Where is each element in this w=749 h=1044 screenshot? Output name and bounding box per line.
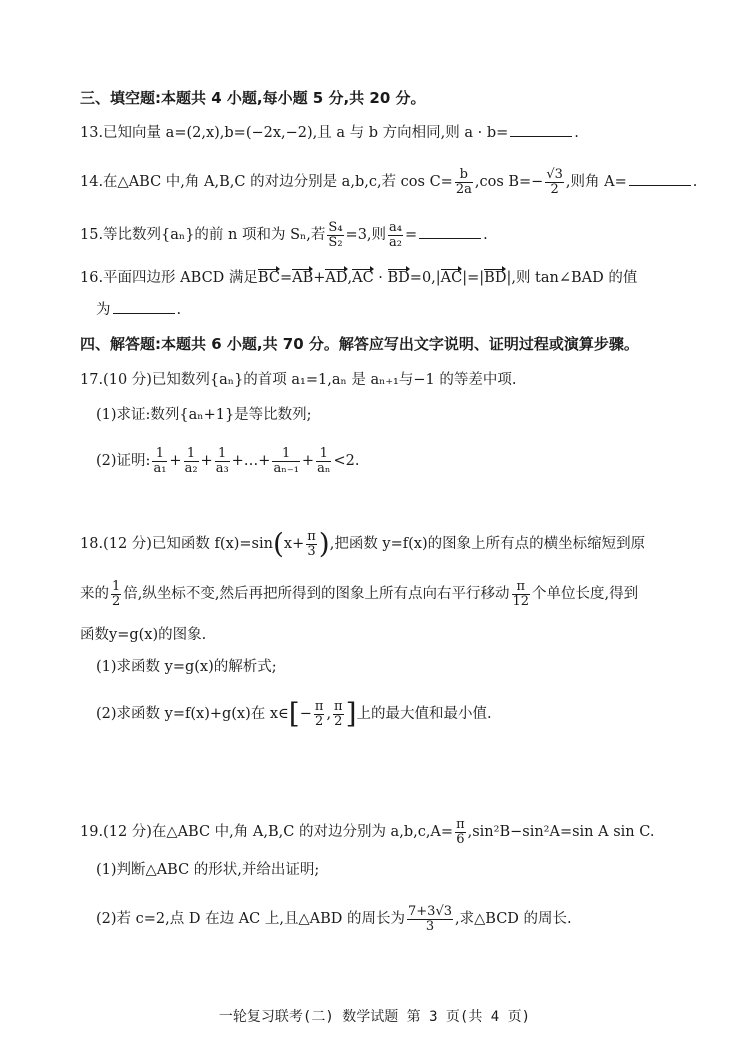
q17-p2-post: <2. — [333, 453, 360, 470]
q18-l2-num: 1 — [112, 579, 121, 594]
q17-f4 — [272, 447, 299, 475]
q18-l2-frac2 — [512, 580, 531, 608]
q18-lbracket: [ — [288, 697, 300, 731]
vec-ab: AB — [292, 270, 314, 286]
q19-den: 6 — [456, 831, 465, 847]
q15-frac1 — [327, 221, 343, 249]
q16-eq0: =0,| — [409, 270, 441, 286]
vec-bd-2: BD — [484, 270, 507, 286]
vec-bc: BC — [257, 270, 280, 286]
q15: 15.等比数列{aₙ}的前 n 项和为 Sₙ,若 $\frac{\text{S₄}}{\text{S₂}}$ =3,则 $\frac{\text{a₄}}{\text{a₂}}$ = . — [80, 220, 488, 250]
q18-p2-bn: π — [334, 699, 343, 714]
q17-f4n: 1 — [272, 447, 299, 462]
q15-blank[interactable] — [419, 225, 481, 239]
q16-plus: + — [313, 270, 326, 286]
q18-rparen: ) — [318, 527, 330, 561]
q15-den2: a₂ — [389, 234, 402, 250]
q16-eq: = — [279, 270, 293, 286]
q19-p2-num: 7+3√3 — [408, 904, 453, 919]
q14-den: 2a — [455, 181, 472, 197]
q16-post: |,则 tan∠BAD 的值 — [506, 270, 638, 286]
q19-p2-den: 3 — [425, 918, 435, 934]
page-footer: 一轮复习联考(二) 数学试题 第 3 页(共 4 页) — [218, 1009, 531, 1025]
q16-blank[interactable] — [113, 300, 175, 314]
q13: 13.已知向量 a=(2,x),b=(−2x,−2),且 a 与 b 方向相同,则 a · b= . — [80, 125, 579, 141]
q15-post: = — [405, 227, 418, 244]
q18-inner-num: π — [307, 529, 316, 544]
q17-f1d: a₁ — [153, 460, 167, 476]
q17-f5d: aₙ — [317, 460, 331, 476]
q18-p2-bd: 2 — [334, 713, 343, 729]
vec-ad: AD — [325, 270, 348, 286]
q18-p1: (1)求函数 y=g(x)的解析式; — [96, 659, 277, 675]
q17-p2: (2)证明: $\frac{1}{\text{a₁}}$ + $\frac{1}{\text{a₂}}$ + $\frac{1}{\text{a₃}}$ +…+ $\frac{1}{\text{aₙ₋₁}}$ + $\frac{1}{\text{aₙ}}$ <2. — [96, 446, 360, 476]
q19-p2 — [96, 905, 572, 933]
q17-f4d: aₙ₋₁ — [273, 460, 299, 476]
q19-stem — [80, 818, 654, 846]
q18-stem — [80, 527, 646, 561]
q17-dots: +…+ — [231, 453, 271, 470]
q17-f1 — [152, 447, 167, 475]
q18-p2-an: π — [314, 699, 324, 714]
q16 — [80, 268, 637, 288]
q17-f1n: 1 — [152, 447, 167, 462]
q17-f2d: a₂ — [184, 460, 198, 476]
q19-p2-pre: (2)若 c=2,点 D 在边 AC 上,且△ABD 的周长为 — [96, 911, 406, 928]
q18-l2-post: 个单位长度,得到 — [532, 586, 639, 603]
q17-f5 — [316, 447, 331, 475]
q18-l2-den: 2 — [112, 593, 121, 609]
q14-mid: ,cos B=− — [474, 174, 544, 191]
section3-title: 三、填空题:本题共 4 小题,每小题 5 分,共 20 分。 — [80, 89, 426, 107]
q14-blank[interactable] — [629, 172, 691, 186]
q19-post: ,sin²B−sin²A=sin A sin C. — [467, 824, 655, 841]
q18-p2-fa — [314, 700, 325, 728]
q14-num2: √3 — [546, 167, 563, 182]
q19-p2-post: ,求△BCD 的周长. — [455, 911, 572, 928]
q17-f2 — [184, 447, 199, 475]
q14: 14.在△ABC 中,角 A,B,C 的对边分别是 a,b,c,若 cos C= $\frac{b}{2a}$ ,cos B=− $\frac{√3}{2}$ ,则角 A= . — [80, 167, 698, 197]
q17-p1: (1)求证:数列{aₙ+1}是等比数列; — [96, 407, 312, 423]
q18-l2-pre: 来的 — [80, 586, 109, 603]
q17-f2n: 1 — [184, 447, 199, 462]
q17-f3n: 1 — [215, 447, 230, 462]
q15-num: S₄ — [328, 220, 343, 235]
q19-num: π — [456, 817, 465, 832]
q18-p2-post: 上的最大值和最小值. — [356, 706, 492, 723]
q16-dot: · — [373, 270, 388, 286]
q17-stem: 17.(10 分)已知数列{aₙ}的首项 a₁=1,aₙ 是 aₙ₊₁与−1 的等差中项. — [80, 372, 517, 388]
q18-p2-minus: − — [299, 706, 312, 723]
q16-comma: , — [347, 270, 353, 286]
q17-f5n: 1 — [316, 447, 331, 462]
q15-num2: a₄ — [389, 220, 402, 235]
q17-f3 — [215, 447, 230, 475]
q18-p2-ad: 2 — [315, 713, 324, 729]
q19-pre: 19.(12 分)在△ABC 中,角 A,B,C 的对边分别为 a,b,c,A= — [80, 824, 454, 841]
q15-pre: 15.等比数列{aₙ}的前 n 项和为 Sₙ,若 — [80, 227, 326, 244]
q16-line2: 为 . — [96, 302, 182, 318]
q15-den: S₂ — [328, 234, 343, 250]
q14-post: ,则角 A= — [565, 174, 627, 191]
q18-post: ,把函数 y=f(x)的图象上所有点的横坐标缩短到原 — [329, 536, 646, 553]
q14-pre: 14.在△ABC 中,角 A,B,C 的对边分别是 a,b,c,若 cos C= — [80, 174, 453, 191]
q18-l2-den2: 12 — [512, 593, 530, 609]
q19-frac — [455, 818, 466, 846]
vec-ac: AC — [352, 270, 374, 286]
q18-lparen: ( — [272, 527, 284, 561]
q19-p1: (1)判断△ABC 的形状,并给出证明; — [96, 862, 320, 878]
q13-blank[interactable] — [510, 123, 572, 137]
q17-p2-pre: (2)证明: — [96, 453, 151, 470]
q14-num: b — [455, 168, 473, 183]
q18-l2-mid: 倍,纵坐标不变,然后再把所得到的图象上所有点向右平行移动 — [123, 586, 510, 603]
q18-inner-den: 3 — [307, 543, 316, 559]
q18-p2-fb — [333, 700, 344, 728]
q18-inner-pre: x+ — [283, 536, 305, 553]
q18-line3: 函数y=g(x)的图象. — [80, 627, 207, 643]
q18-p2-sep: , — [326, 706, 332, 723]
q16-line2-text: 为 — [96, 302, 111, 318]
vec-bd: BD — [387, 270, 410, 286]
q15-mid: =3,则 — [345, 227, 387, 244]
q18-frac — [306, 530, 317, 558]
q16-mid: |=| — [462, 270, 485, 286]
q18-pre: 18.(12 分)已知函数 f(x)=sin — [80, 536, 273, 553]
q17-f3d: a₃ — [215, 460, 229, 476]
q16-pre: 16.平面四边形 ABCD 满足 — [80, 270, 258, 286]
section4-title: 四、解答题:本题共 6 小题,共 70 分。解答应写出文字说明、证明过程或演算步骤。 — [80, 335, 639, 353]
q14-frac2 — [545, 168, 564, 196]
vec-ac-2: AC — [440, 270, 463, 286]
q15-frac2 — [388, 221, 403, 249]
q18-rbracket: ] — [345, 697, 357, 731]
q18-p2 — [96, 697, 492, 731]
q18-line2 — [80, 580, 638, 608]
q14-den2: 2 — [550, 181, 559, 197]
q13-text: 13.已知向量 a=(2,x),b=(−2x,−2),且 a 与 b 方向相同,则 a · b= — [80, 125, 509, 141]
q18-p2-pre: (2)求函数 y=f(x)+g(x)在 x∈ — [96, 706, 289, 723]
q14-frac1 — [455, 168, 473, 196]
q18-l2-num2: π — [512, 580, 531, 595]
q18-l2-frac1 — [111, 580, 121, 608]
q19-p2-frac — [407, 905, 453, 933]
